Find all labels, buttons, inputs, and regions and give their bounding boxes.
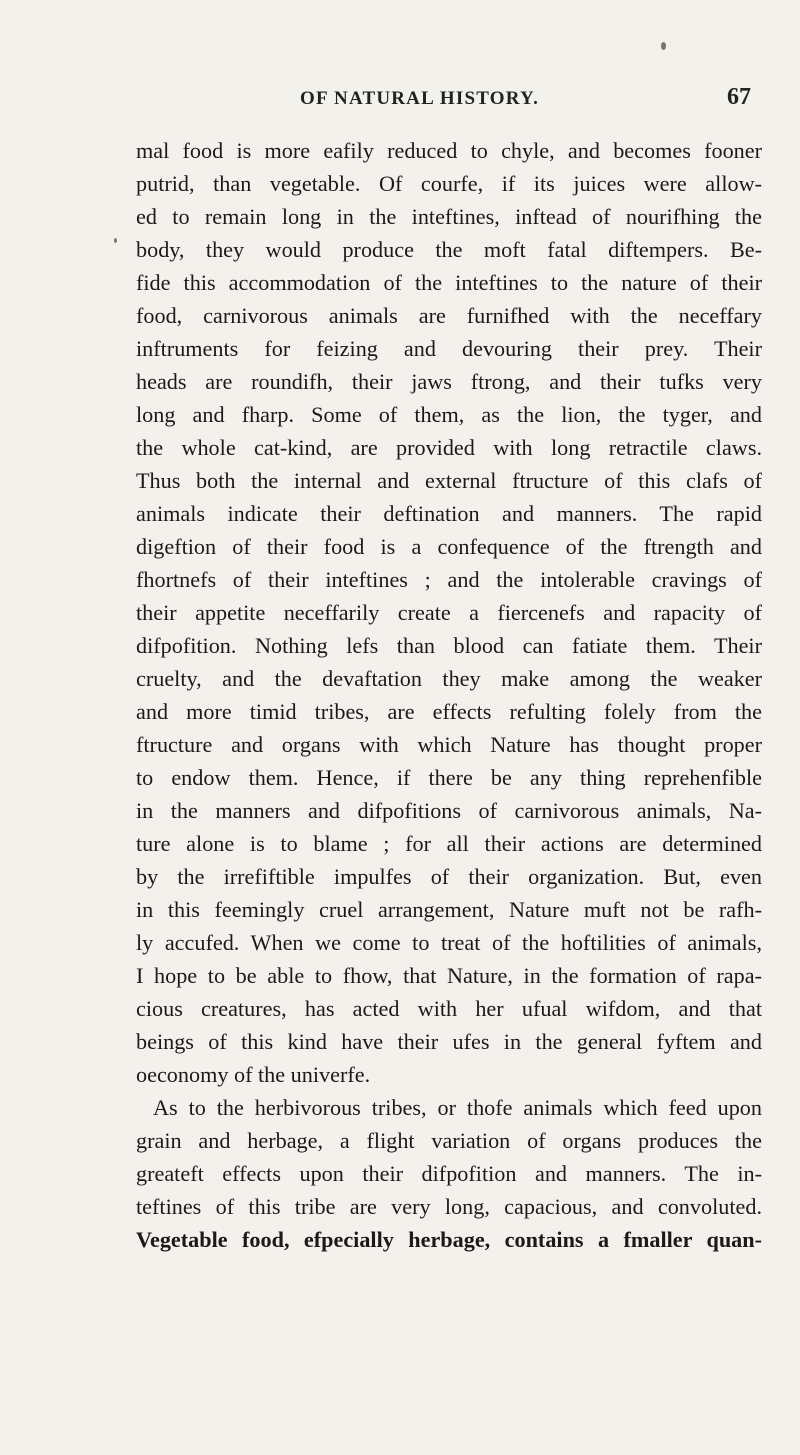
text-line: teftines of this tribe are very long, capacious, and convoluted.: [136, 1194, 762, 1219]
text-line: ture alone is to blame ; for all their actions are determined: [136, 831, 762, 856]
text-line: ftructure and organs with which Nature has thought proper: [136, 732, 762, 757]
text-line: inftruments for feizing and devouring their prey. Their: [136, 336, 762, 361]
text-line: beings of this kind have their ufes in the general fyftem and: [136, 1029, 762, 1054]
text-line: heads are roundifh, their jaws ftrong, and their tufks very: [136, 369, 762, 394]
text-line: by the irrefiftible impulfes of their organization. But, even: [136, 864, 762, 889]
text-line: fhortnefs of their inteftines ; and the intolerable cravings of: [136, 567, 762, 592]
text-line: putrid, than vegetable. Of courfe, if its juices were allow-: [136, 171, 762, 196]
scan-speck: [114, 238, 117, 243]
text-line: mal food is more eafily reduced to chyle, and becomes fooner: [136, 138, 762, 163]
text-line: I hope to be able to fhow, that Nature, in the formation of rapa-: [136, 963, 762, 988]
text-line: long and fharp. Some of them, as the lion, the tyger, and: [136, 402, 762, 427]
text-line: food, carnivorous animals are furnifhed with the neceffary: [136, 303, 762, 328]
running-title: OF NATURAL HISTORY.: [300, 88, 540, 109]
text-line: As to the herbivorous tribes, or thofe animals which feed upon: [153, 1095, 762, 1120]
text-line: oeconomy of the univerfe.: [136, 1062, 371, 1087]
text-line: ed to remain long in the inteftines, inftead of nourifhing the: [136, 204, 762, 229]
scan-speck: [661, 42, 666, 50]
text-line: digeftion of their food is a confequence of the ftrength and: [136, 534, 762, 559]
text-line: their appetite neceffarily create a fiercenefs and rapacity of: [136, 600, 762, 625]
text-line: and more timid tribes, are effects refulting folely from the: [136, 699, 762, 724]
text-line: greateft effects upon their difpofition and manners. The in-: [136, 1161, 762, 1186]
text-line: in this feemingly cruel arrangement, Nature muft not be rafh-: [136, 897, 762, 922]
text-line: Thus both the internal and external ftructure of this clafs of: [136, 468, 762, 493]
text-line: body, they would produce the moft fatal diftempers. Be-: [136, 237, 762, 262]
text-line: ly accufed. When we come to treat of the hoftilities of animals,: [136, 930, 762, 955]
text-line: difpofition. Nothing lefs than blood can fatiate them. Their: [136, 633, 762, 658]
text-line: grain and herbage, a flight variation of organs produces the: [136, 1128, 762, 1153]
text-line: animals indicate their deftination and manners. The rapid: [136, 501, 762, 526]
page-number: 67: [727, 84, 751, 110]
text-line: Vegetable food, efpecially herbage, contains a fmaller quan-: [136, 1227, 762, 1252]
text-line: in the manners and difpofitions of carnivorous animals, Na-: [136, 798, 762, 823]
text-line: cruelty, and the devaftation they make among the weaker: [136, 666, 762, 691]
text-line: cious creatures, has acted with her ufual wifdom, and that: [136, 996, 762, 1021]
body-text: [136, 134, 762, 1256]
text-line: to endow them. Hence, if there be any thing reprehenfible: [136, 765, 762, 790]
text-line: the whole cat-kind, are provided with long retractile claws.: [136, 435, 762, 460]
text-line: fide this accommodation of the inteftines to the nature of their: [136, 270, 762, 295]
